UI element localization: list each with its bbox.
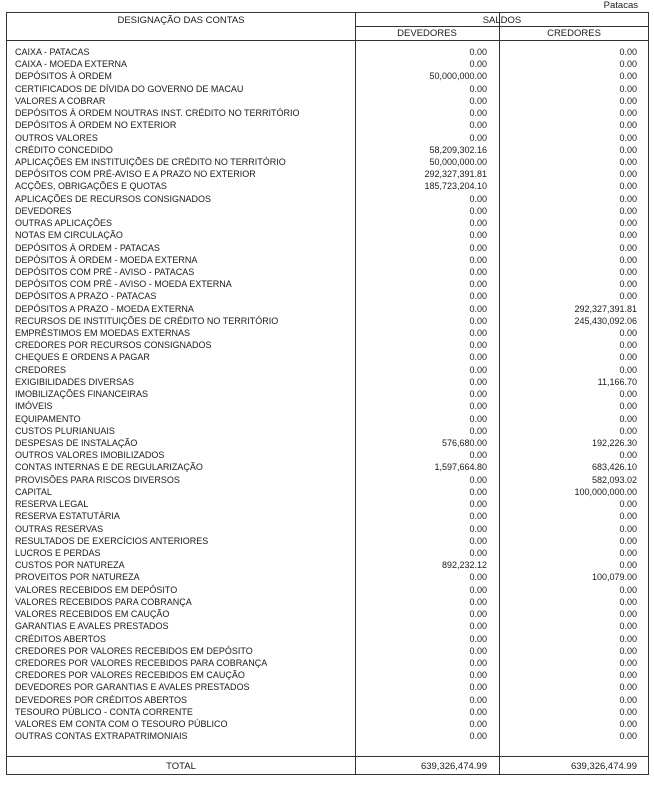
creditor-balance: 0.00	[619, 401, 637, 412]
account-name: EMPRÉSTIMOS EM MOEDAS EXTERNAS	[15, 328, 191, 339]
debtor-balance: 0.00	[469, 47, 487, 57]
account-name: CERTIFICADOS DE DÍVIDA DO GOVERNO DE MACAU	[15, 83, 244, 94]
debtor-balance: 292,327,391.81	[424, 169, 487, 180]
debtor-balance: 0.00	[469, 303, 487, 314]
account-name: DEPÓSITOS À ORDEM - MOEDA EXTERNA	[15, 254, 198, 265]
account-name: CHEQUES E ORDENS A PAGAR	[15, 352, 150, 363]
account-name: DEPÓSITOS À ORDEM	[15, 71, 112, 82]
total-divider	[7, 756, 648, 757]
table-row	[7, 608, 648, 620]
creditor-balance: 0.00	[619, 523, 637, 534]
debtor-balance: 0.00	[469, 706, 487, 717]
account-name: GARANTIAS E AVALES PRESTADOS	[15, 621, 169, 632]
creditor-balance: 0.00	[619, 242, 637, 253]
table-row	[7, 547, 648, 559]
debtor-balance: 58,209,302.16	[429, 144, 487, 155]
debtor-balance: 0.00	[469, 499, 487, 510]
account-name: VALORES RECEBIDOS EM CAUÇÃO	[15, 609, 170, 620]
creditor-balance: 0.00	[619, 181, 637, 192]
creditor-balance: 0.00	[619, 218, 637, 229]
debtor-balance: 0.00	[469, 425, 487, 436]
creditor-balance: 0.00	[619, 108, 637, 119]
table-row	[7, 327, 648, 339]
debtor-balance: 50,000,000.00	[429, 156, 487, 167]
table-row	[7, 474, 648, 486]
debtor-balance: 0.00	[469, 731, 487, 742]
account-name: DEPÓSITOS COM PRÉ-AVISO E A PRAZO NO EXTERIOR	[15, 169, 256, 180]
account-name: CRÉDITOS ABERTOS	[15, 633, 107, 644]
table-row	[7, 425, 648, 437]
creditor-balance: 0.00	[619, 719, 637, 730]
account-name: VALORES EM CONTA COM O TESOURO PÚBLICO	[15, 719, 228, 730]
creditor-balance: 0.00	[619, 657, 637, 668]
account-name: DESPESAS DE INSTALAÇÃO	[15, 438, 138, 448]
account-name: CREDORES POR VALORES RECEBIDOS EM CAUÇÃO	[15, 670, 245, 681]
creditor-balance: 0.00	[619, 645, 637, 656]
table-row	[7, 596, 648, 608]
debtor-balance: 0.00	[469, 376, 487, 387]
debtor-balance: 0.00	[469, 340, 487, 351]
creditor-balance: 0.00	[619, 71, 637, 82]
creditor-balance: 0.00	[619, 364, 637, 375]
debtor-balance: 0.00	[469, 596, 487, 607]
table-row	[7, 83, 648, 95]
table-row	[7, 559, 648, 571]
debtor-balance: 0.00	[469, 279, 487, 290]
debtor-balance: 0.00	[469, 95, 487, 106]
debtor-balance: 0.00	[469, 108, 487, 119]
debtor-balance: 0.00	[469, 535, 487, 546]
creditor-balance: 0.00	[619, 59, 637, 70]
account-name: CREDORES	[15, 364, 67, 375]
account-name: OUTRAS RESERVAS	[15, 523, 104, 534]
table-row	[7, 46, 648, 58]
creditor-balance: 582,093.02	[591, 474, 637, 485]
creditor-balance: 0.00	[619, 340, 637, 351]
creditor-balance: 11,166.70	[597, 376, 637, 387]
table-row	[7, 523, 648, 535]
account-name: IMÓVEIS	[15, 401, 53, 412]
creditor-balance: 0.00	[619, 609, 637, 620]
creditor-balance: 0.00	[619, 584, 637, 595]
account-name: CRÉDITO CONCEDIDO	[15, 144, 113, 155]
creditor-balance: 0.00	[619, 694, 637, 705]
account-name: RESERVA ESTATUTÁRIA	[15, 511, 120, 522]
debtor-balance: 0.00	[469, 364, 487, 375]
table-row	[7, 254, 648, 266]
creditor-balance: 0.00	[619, 144, 637, 155]
creditor-balance: 0.00	[619, 95, 637, 106]
table-row	[7, 584, 648, 596]
debtor-balance: 0.00	[469, 205, 487, 216]
creditor-balance: 0.00	[619, 511, 637, 522]
creditor-balance: 0.00	[619, 706, 637, 717]
total-debtors: 639,326,474.99	[420, 761, 487, 772]
table-row	[7, 437, 648, 449]
creditor-balance: 0.00	[619, 291, 637, 302]
creditor-balance: 0.00	[619, 266, 637, 277]
account-name: CREDORES POR RECURSOS CONSIGNADOS	[15, 340, 212, 351]
debtor-balance: 0.00	[469, 120, 487, 131]
header-debtors: DEVEDORES	[397, 28, 457, 39]
account-name: EQUIPAMENTO	[15, 413, 81, 424]
creditor-balance: 245,430,092.06	[574, 315, 637, 326]
creditor-balance: 0.00	[619, 596, 637, 607]
account-name: IMOBILIZAÇÕES FINANCEIRAS	[15, 389, 149, 400]
header-divider	[355, 26, 648, 27]
creditor-balance: 0.00	[619, 547, 637, 558]
creditor-balance: 0.00	[619, 279, 637, 290]
debtor-balance: 0.00	[469, 230, 487, 241]
account-name: VALORES A COBRAR	[15, 95, 106, 106]
balance-sheet-table	[6, 12, 649, 775]
account-name: DEVEDORES POR CRÉDITOS ABERTOS	[15, 694, 188, 705]
table-row	[7, 376, 648, 388]
debtor-balance: 0.00	[469, 254, 487, 265]
table-row	[7, 315, 648, 327]
creditor-balance: 0.00	[619, 254, 637, 265]
table-row	[7, 681, 648, 693]
table-row	[7, 229, 648, 241]
creditor-balance: 192,226.30	[591, 438, 637, 448]
account-name: VALORES RECEBIDOS EM DEPÓSITO	[15, 584, 178, 595]
creditor-balance: 0.00	[619, 560, 637, 571]
table-row	[7, 449, 648, 461]
creditor-balance: 0.00	[619, 47, 637, 57]
debtor-balance: 0.00	[469, 59, 487, 70]
creditor-balance: 0.00	[619, 499, 637, 510]
table-row	[7, 400, 648, 412]
account-name: APLICAÇÕES DE RECURSOS CONSIGNADOS	[15, 193, 212, 204]
debtor-balance: 0.00	[469, 291, 487, 302]
account-name: CAIXA - MOEDA EXTERNA	[15, 59, 128, 70]
creditor-balance: 683,426.10	[591, 462, 637, 473]
creditor-balance: 0.00	[619, 132, 637, 143]
table-row	[7, 107, 648, 119]
table-row	[7, 168, 648, 180]
account-rows	[7, 46, 648, 742]
debtor-balance: 0.00	[469, 621, 487, 632]
account-name: DEPÓSITOS COM PRÉ - AVISO - MOEDA EXTERNA	[15, 279, 232, 290]
debtor-balance: 0.00	[469, 657, 487, 668]
debtor-balance: 0.00	[469, 523, 487, 534]
account-name: TESOURO PÚBLICO - CONTA CORRENTE	[15, 706, 193, 717]
table-row	[7, 388, 648, 400]
account-name: RESULTADOS DE EXERCÍCIOS ANTERIORES	[15, 535, 209, 546]
debtor-balance: 0.00	[469, 315, 487, 326]
account-name: CAIXA - PATACAS	[15, 47, 90, 57]
account-name: LUCROS E PERDAS	[15, 547, 101, 558]
debtor-balance: 0.00	[469, 132, 487, 143]
debtor-balance: 0.00	[469, 719, 487, 730]
table-row	[7, 119, 648, 131]
debtor-balance: 0.00	[469, 328, 487, 339]
account-name: DEPÓSITOS COM PRÉ - AVISO - PATACAS	[15, 266, 195, 277]
account-name: CAPITAL	[15, 486, 52, 497]
account-name: DEVEDORES POR GARANTIAS E AVALES PRESTADOS	[15, 682, 250, 693]
table-row	[7, 339, 648, 351]
account-name: DEVEDORES	[15, 205, 72, 216]
debtor-balance: 0.00	[469, 389, 487, 400]
table-row	[7, 193, 648, 205]
currency-label: Patacas	[603, 0, 638, 11]
creditor-balance: 0.00	[619, 156, 637, 167]
account-name: OUTRAS APLICAÇÕES	[15, 218, 113, 229]
creditor-balance: 0.00	[619, 193, 637, 204]
account-name: VALORES RECEBIDOS PARA COBRANÇA	[15, 596, 192, 607]
table-row	[7, 645, 648, 657]
account-name: ACÇÕES, OBRIGAÇÕES E QUOTAS	[15, 181, 167, 192]
creditor-balance: 0.00	[619, 535, 637, 546]
debtor-balance: 0.00	[469, 670, 487, 681]
account-name: OUTROS VALORES	[15, 132, 98, 143]
debtor-balance: 185,723,204.10	[424, 181, 487, 192]
table-row	[7, 290, 648, 302]
debtor-balance: 0.00	[469, 193, 487, 204]
debtor-balance: 0.00	[469, 401, 487, 412]
debtor-balance: 1,597,664.80	[434, 462, 487, 473]
account-name: RESERVA LEGAL	[15, 499, 89, 510]
account-name: OUTRAS CONTAS EXTRAPATRIMONIAIS	[15, 731, 188, 742]
table-row	[7, 657, 648, 669]
creditor-balance: 0.00	[619, 413, 637, 424]
table-row	[7, 718, 648, 730]
header-balances: SALDOS	[482, 15, 522, 26]
creditor-balance: 0.00	[619, 731, 637, 742]
table-row	[7, 620, 648, 632]
account-name: CUSTOS POR NATUREZA	[15, 560, 125, 571]
debtor-balance: 0.00	[469, 83, 487, 94]
table-row	[7, 217, 648, 229]
debtor-balance: 0.00	[469, 572, 487, 583]
debtor-balance: 0.00	[469, 413, 487, 424]
debtor-balance: 0.00	[469, 450, 487, 461]
total-creditors: 639,326,474.99	[570, 761, 637, 772]
table-row	[7, 156, 648, 168]
debtor-balance: 0.00	[469, 547, 487, 558]
creditor-balance: 0.00	[619, 328, 637, 339]
table-row	[7, 144, 648, 156]
debtor-balance: 892,232.12	[441, 560, 487, 571]
creditor-balance: 0.00	[619, 205, 637, 216]
creditor-balance: 0.00	[619, 230, 637, 241]
account-name: APLICAÇÕES EM INSTITUIÇÕES DE CRÉDITO NO TERRITÓRIO	[15, 156, 286, 167]
debtor-balance: 50,000,000.00	[429, 71, 487, 82]
table-row	[7, 413, 648, 425]
creditor-balance: 0.00	[619, 670, 637, 681]
creditor-balance: 0.00	[619, 633, 637, 644]
debtor-balance: 576,680.00	[441, 438, 487, 448]
creditor-balance: 0.00	[619, 83, 637, 94]
account-name: NOTAS EM CIRCULAÇÃO	[15, 230, 123, 241]
account-name: CUSTOS PLURIANUAIS	[15, 425, 115, 436]
debtor-balance: 0.00	[469, 645, 487, 656]
table-row	[7, 486, 648, 498]
header-designation: DESIGNAÇÃO DAS CONTAS	[117, 15, 245, 26]
table-row	[7, 730, 648, 742]
debtor-balance: 0.00	[469, 682, 487, 693]
creditor-balance: 292,327,391.81	[574, 303, 637, 314]
creditor-balance: 0.00	[619, 389, 637, 400]
account-name: RECURSOS DE INSTITUIÇÕES DE CRÉDITO NO TERRITÓRIO	[15, 315, 279, 326]
table-row	[7, 303, 648, 315]
table-row	[7, 694, 648, 706]
table-row	[7, 132, 648, 144]
debtor-balance: 0.00	[469, 584, 487, 595]
table-row	[7, 278, 648, 290]
total-label: TOTAL	[166, 761, 196, 772]
table-row	[7, 58, 648, 70]
table-row	[7, 242, 648, 254]
creditor-balance: 0.00	[619, 120, 637, 131]
table-row	[7, 351, 648, 363]
creditor-balance: 0.00	[619, 621, 637, 632]
debtor-balance: 0.00	[469, 218, 487, 229]
account-name: DEPÓSITOS À ORDEM - PATACAS	[15, 242, 160, 253]
table-row	[7, 266, 648, 278]
header-divider	[7, 40, 648, 41]
debtor-balance: 0.00	[469, 242, 487, 253]
creditor-balance: 0.00	[619, 425, 637, 436]
table-row	[7, 461, 648, 473]
table-row	[7, 180, 648, 192]
table-row	[7, 633, 648, 645]
table-row	[7, 364, 648, 376]
creditor-balance: 0.00	[619, 450, 637, 461]
table-row	[7, 498, 648, 510]
table-row	[7, 571, 648, 583]
account-name: EXIGIBILIDADES DIVERSAS	[15, 376, 135, 387]
table-row	[7, 510, 648, 522]
table-row	[7, 95, 648, 107]
header-creditors: CREDORES	[547, 28, 601, 39]
creditor-balance: 100,000,000.00	[574, 486, 637, 497]
debtor-balance: 0.00	[469, 266, 487, 277]
creditor-balance: 0.00	[619, 169, 637, 180]
table-row	[7, 205, 648, 217]
account-name: DEPÓSITOS À ORDEM NO EXTERIOR	[15, 120, 177, 131]
account-name: PROVEITOS POR NATUREZA	[15, 572, 140, 583]
creditor-balance: 0.00	[619, 682, 637, 693]
account-name: DEPÓSITOS A PRAZO - PATACAS	[15, 291, 157, 302]
account-name: DEPÓSITOS A PRAZO - MOEDA EXTERNA	[15, 303, 194, 314]
account-name: DEPÓSITOS À ORDEM NOUTRAS INST. CRÉDITO NO TERRITÓRIO	[15, 108, 300, 119]
debtor-balance: 0.00	[469, 633, 487, 644]
account-name: CREDORES POR VALORES RECEBIDOS EM DEPÓSITO	[15, 645, 253, 656]
debtor-balance: 0.00	[469, 352, 487, 363]
table-row	[7, 706, 648, 718]
account-name: OUTROS VALORES IMOBILIZADOS	[15, 450, 165, 461]
account-name: CONTAS INTERNAS E DE REGULARIZAÇÃO	[15, 462, 203, 473]
debtor-balance: 0.00	[469, 609, 487, 620]
table-row	[7, 669, 648, 681]
creditor-balance: 0.00	[619, 352, 637, 363]
account-name: PROVISÕES PARA RISCOS DIVERSOS	[15, 474, 180, 485]
debtor-balance: 0.00	[469, 694, 487, 705]
table-row	[7, 535, 648, 547]
creditor-balance: 100,079.00	[591, 572, 637, 583]
debtor-balance: 0.00	[469, 474, 487, 485]
table-row	[7, 70, 648, 82]
account-name: CREDORES POR VALORES RECEBIDOS PARA COBRANÇA	[15, 657, 268, 668]
debtor-balance: 0.00	[469, 486, 487, 497]
debtor-balance: 0.00	[469, 511, 487, 522]
